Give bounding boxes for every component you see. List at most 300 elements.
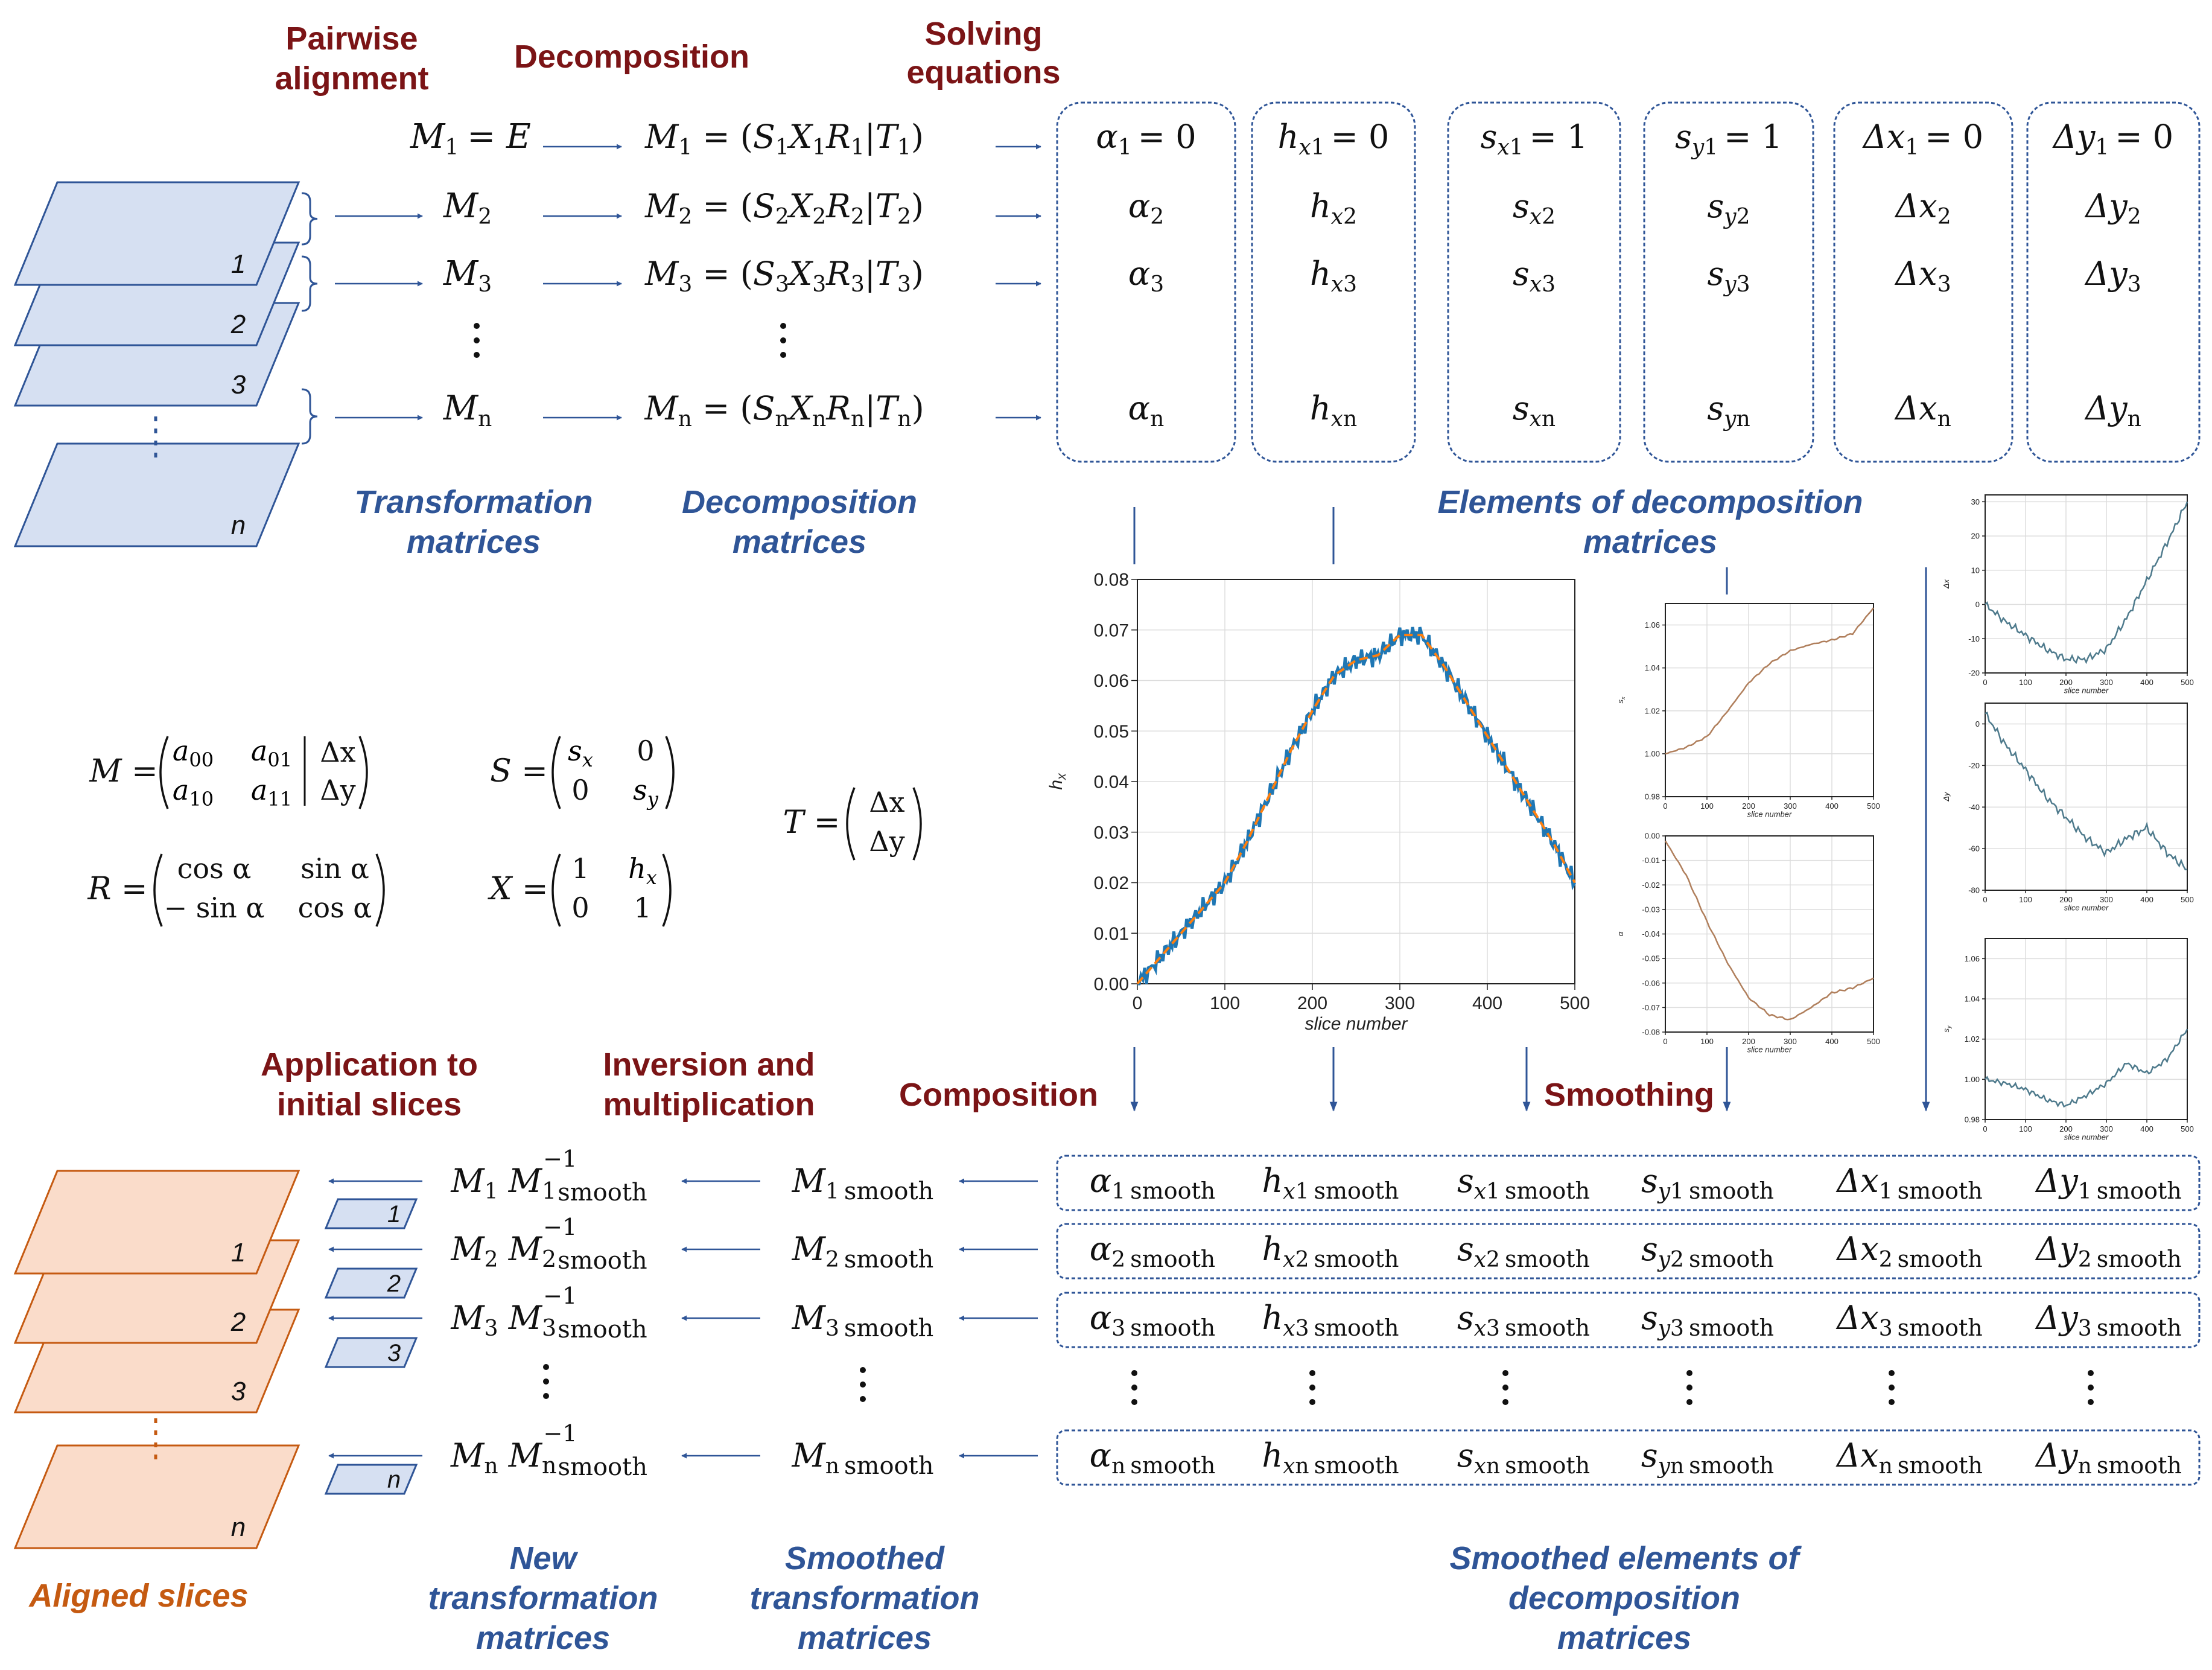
y-tick-label: 0.98 [1964,1115,1980,1124]
vdots-transformation [474,323,480,358]
operator: | [864,118,876,156]
vdot [543,1378,549,1385]
smooth-suffix: smooth [558,1316,647,1343]
chart-2 [1616,604,1880,819]
subscript-index: 2 [1343,204,1357,229]
subscript-axis: y [1657,1247,1671,1272]
subscript-index: 2 [825,1247,839,1272]
subscript-index: 1 [484,1179,498,1204]
symbol: h [1310,255,1331,293]
subscript-index: 2 [1486,1247,1500,1272]
vdot [1889,1399,1895,1405]
symbol: M [451,1299,485,1337]
elements-caption-line1: Elements of decomposition [1437,484,1863,520]
symbol: s [568,735,582,767]
y-tick-label: 1.06 [1644,620,1660,630]
subscript: 3 [812,272,827,297]
smoothed-row-frame [1057,1224,2199,1278]
formula-S-name: S = [490,753,548,789]
vdot [474,352,480,358]
symbol: s [1457,1299,1474,1337]
y-tick-label: 0.06 [1093,671,1129,691]
y-tick-label: 0.00 [1093,974,1129,995]
slice-shape [15,182,299,285]
param-box-6 [2027,103,2199,462]
x-tick-label: 100 [1209,993,1241,1013]
symbol: M [645,187,679,225]
subscript: n [850,406,865,432]
subscript-index: 3 [1670,1316,1684,1341]
new-matrices-caption-line1: New [509,1540,577,1576]
x-tick-label: 300 [1784,1037,1797,1046]
symbol: M [451,1436,485,1474]
subscript-index: 1 [825,1179,839,1204]
smooth-suffix: smooth [844,1315,934,1342]
smooth-suffix: smooth [844,1246,934,1273]
new-matrix-2 [450,1214,647,1275]
decomposition-row-3 [644,255,924,297]
slice-number: n [230,1512,246,1542]
factor-T: T [875,118,897,156]
subscript-index: 3 [825,1316,839,1341]
paren-X-right [663,854,670,926]
smooth-suffix: smooth [2096,1178,2182,1205]
vdot [860,1367,866,1373]
subscript-axis: y [1691,135,1705,160]
subscript-index: 2 [1736,204,1750,229]
y-tick-label: 0.00 [1644,831,1660,841]
space [498,1162,509,1200]
smoothed-param-2 [1262,1162,1399,1204]
subscript-index: n [825,1453,840,1479]
factor-R: R [826,118,851,156]
smoothed-param-5 [1835,1230,1982,1272]
slice-number: 2 [230,310,246,339]
subscript: 3 [850,272,865,297]
symbol: h [1262,1299,1283,1337]
symbol: M [792,1162,825,1200]
subscript: 1 [678,135,693,160]
y-axis-label [1942,1025,1952,1033]
symbol: s [1513,255,1530,293]
subscript-axis: x [1330,204,1344,229]
x-tick-label: 500 [1867,802,1880,811]
slice-shape [15,444,299,546]
x-tick-label: 300 [2100,1124,2113,1133]
y-label-symbol: α [1616,931,1625,937]
vdot [860,1396,866,1402]
y-tick-label: -80 [1968,885,1980,895]
subscript-axis: y [1724,272,1737,297]
param-box-5 [1834,103,2012,462]
small-slice-number: n [387,1467,401,1493]
y-tick-label: 0.01 [1093,923,1129,944]
symbol: Δy [2036,1436,2078,1474]
subscript-axis: x [1283,1247,1295,1272]
symbol: h [1310,187,1331,225]
smoothed-matrix-4 [792,1436,934,1480]
subscript-index: 2 [484,1247,498,1272]
x-tick-label: 100 [1700,802,1714,811]
subscript: 2 [812,204,827,229]
vdot [780,337,786,343]
smooth-suffix: smooth [1897,1246,1983,1273]
x-tick-label: 400 [1825,1037,1839,1046]
smooth-suffix: smooth [2096,1246,2182,1273]
initial-value: = 0 [2115,118,2174,156]
symbol: s [1512,389,1530,427]
symbol: α [1096,118,1118,156]
formula-M-a10 [173,774,214,811]
formula-R-12: sin α [300,852,369,885]
subscript-axis: x [1529,204,1542,229]
subscript-axis: y [1724,406,1737,432]
param-2-row-3 [1310,255,1357,297]
symbol: s [1480,118,1498,156]
paren-R-left [154,854,162,926]
param-4-row-2 [1708,187,1750,229]
symbol: M [644,389,678,427]
vdot [1686,1399,1692,1405]
subscript: n [897,406,912,432]
y-axis-label [1942,579,1951,589]
vdot [2088,1370,2094,1376]
matrix-M1-identity [410,117,531,160]
initial-value: = 1 [1529,118,1588,156]
y-tick-label: -0.04 [1642,929,1660,939]
smooth-suffix: smooth [1504,1246,1590,1273]
aligned-slice-1 [15,1171,299,1273]
symbol: M [645,118,679,156]
y-tick-label: -0.08 [1642,1027,1660,1037]
smooth-suffix: smooth [1130,1315,1216,1342]
symbol: M [451,1162,485,1200]
smoothed-param-2 [1262,1436,1399,1479]
x-axis-label: slice number [2064,686,2109,695]
subscript-index: n [1937,406,1951,432]
symbol: h [1262,1436,1283,1474]
y-tick-label: -10 [1968,634,1980,643]
x-tick-label: 500 [2181,1124,2194,1133]
param-5-row-3 [1894,255,1951,297]
formula-M-a11 [251,774,292,811]
smoothed-elements-caption-line3: matrices [1557,1620,1692,1656]
smooth-suffix: smooth [1504,1178,1590,1205]
smoothed-row-frame [1057,1293,2199,1347]
decomposition-row-4 [644,389,924,432]
new-matrix-1 [450,1146,647,1206]
y-tick-label: -0.07 [1642,1002,1660,1012]
symbol: M [410,117,445,156]
paren-T-right [914,788,921,860]
decomposition-row-1 [644,118,924,160]
smooth-suffix: smooth [1505,1452,1591,1479]
smooth-suffix: smooth [1689,1452,1775,1479]
y-tick-label: 20 [1971,531,1980,541]
x-tick-label: 0 [1983,1124,1988,1133]
vdot [780,323,786,329]
factor-T: T [876,389,898,427]
subscript-index: 1 [1905,135,1919,160]
vdots-smoothed-col-5 [1889,1370,1895,1405]
smooth-suffix: smooth [1688,1246,1775,1273]
sub: x [646,865,657,889]
operator: = ( [692,255,753,293]
smoothed-param-5 [1835,1299,1982,1341]
symbol: s [1707,187,1724,225]
symbol: a [250,735,268,767]
slice-number: 3 [230,1377,246,1406]
factor-S: S [752,389,775,427]
vdot [1131,1370,1137,1376]
param-5-row-2 [1894,187,1951,229]
x-tick-label: 100 [2019,1124,2032,1133]
symbol: s [1457,1436,1474,1474]
y-tick-label: -0.01 [1642,856,1660,865]
param-3-row-1 [1481,118,1588,160]
symbol: α [1089,1230,1112,1268]
subscript: 1 [812,135,827,160]
x-tick-label: 300 [2100,895,2113,904]
y-tick-label: 30 [1971,497,1980,506]
subscript-index: 2 [1295,1247,1309,1272]
y-tick-label: 10 [1971,566,1980,575]
y-tick-label: 0.04 [1093,772,1129,792]
x-tick-label: 100 [1700,1037,1714,1046]
y-tick-label: 1.02 [1644,706,1660,716]
smooth-suffix: smooth [1897,1315,1983,1342]
y-axis-label [1942,791,1951,802]
smooth-suffix: smooth [1688,1178,1775,1205]
smooth-suffix: smooth [2096,1315,2182,1342]
symbol: s [1641,1162,1658,1200]
y-tick-label: -20 [1968,668,1980,678]
vdot [1131,1399,1137,1405]
vdot [1309,1399,1315,1405]
vdots-smoothed-col-1 [1131,1370,1137,1405]
symbol: Δx [1895,389,1937,427]
vdot [1309,1385,1315,1391]
x-tick-label: 500 [2181,678,2194,687]
paren-S-left [553,736,560,809]
decomposition-row-2 [644,187,924,229]
formula-X-22: 1 [634,891,652,924]
vdot [2088,1399,2094,1405]
smooth-suffix: smooth [1314,1315,1399,1342]
slice-number: n [230,511,246,540]
symbol: s [1457,1230,1474,1268]
subscript: 1 [850,135,865,160]
subscript-index: 1 [541,1178,557,1205]
subscript-index: 3 [1878,1316,1893,1341]
operator: = ( [691,389,753,427]
new-matrix-3 [450,1283,647,1343]
factor-T: T [875,255,897,293]
operator: = ( [692,118,753,156]
symbol: Δx [1895,255,1937,293]
symbol: s [1641,1436,1658,1474]
small-slice-number: 1 [387,1201,401,1228]
symbol: α [1089,1436,1112,1474]
small-slice-shape [326,1269,416,1298]
x-tick-label: 500 [1559,993,1591,1013]
subscript: n [812,406,827,432]
vdot [1502,1370,1508,1376]
pairwise-label-line1: Pairwise [285,21,418,57]
smoothed-param-6 [2035,1436,2182,1479]
formula-M-name: M = [89,753,158,789]
operator: | [865,389,876,427]
x-tick-label: 0 [1663,802,1668,811]
symbol: M [508,1230,542,1268]
vdot [1686,1385,1692,1391]
symbol: M [508,1436,542,1474]
param-4-row-3 [1708,255,1750,297]
y-tick-label: 0.07 [1093,620,1129,641]
param-box-4 [1644,103,1813,462]
subscript: 3 [678,272,693,297]
small-slice-shape [326,1199,416,1228]
smooth-suffix: smooth [558,1179,647,1206]
x-tick-label: 400 [1825,802,1839,811]
vdot [543,1364,549,1370]
symbol: h [1262,1230,1283,1268]
space [498,1299,509,1337]
y-label-subscript: y [1945,1025,1952,1029]
param-1-row-2 [1128,187,1164,229]
subscript-index: n [1670,1453,1685,1479]
param-box-3 [1448,103,1620,462]
symbol: s [1707,255,1724,293]
smoothed-elements-caption-line1: Smoothed elements of [1449,1540,1799,1576]
subscript-index: n [1878,1453,1893,1479]
y-label-symbol: s [1942,1028,1951,1033]
smooth-suffix: smooth [2096,1452,2182,1479]
paren-M-left [160,736,168,809]
subscript-index: 1 [1878,1179,1893,1204]
y-tick-label: 1.04 [1964,994,1980,1004]
param-1-row-1 [1096,118,1196,160]
subscript-index: 3 [1542,272,1556,297]
subscript-axis: y [1657,1453,1670,1479]
chart-3 [1616,832,1880,1054]
smooth-suffix: smooth [558,1453,647,1481]
subscript-index: n [1541,406,1556,432]
subscript-index: 3 [2077,1316,2092,1341]
y-tick-label: 1.02 [1964,1034,1980,1044]
y-tick-label: -40 [1968,802,1980,812]
smoothed-matrix-1 [792,1162,934,1205]
paren-T-left [847,788,854,860]
y-label-symbol: h [1046,779,1066,790]
smooth-suffix: smooth [1897,1452,1983,1479]
subscript-index: 3 [1111,1316,1126,1341]
small-slice-3 [326,1338,416,1367]
symbol: s [1675,118,1692,156]
x-tick-label: 500 [1867,1037,1880,1046]
vdot [1502,1399,1508,1405]
subscript-axis: x [1473,1247,1487,1272]
subscript-axis: x [1283,1179,1295,1204]
subscript-axis: y [1657,1179,1671,1204]
symbol: M [792,1299,825,1337]
vdots-new-matrices [543,1364,549,1399]
small-slice-number: 3 [387,1340,401,1366]
inversion-label-line2: multiplication [603,1086,815,1123]
factor-X: X [789,389,813,427]
smooth-suffix: smooth [1130,1246,1216,1273]
vdot [1889,1385,1895,1391]
formula-R-name: R = [87,871,148,907]
small-slice-shape [326,1465,416,1494]
smoothed-row-1 [1057,1156,2199,1210]
subscript-axis: x [1473,1316,1487,1341]
operator: ) [911,255,924,293]
vdot [1131,1385,1137,1391]
decomposition-caption-line2: matrices [732,524,867,560]
smoothed-param-3 [1457,1230,1590,1272]
smooth-suffix: smooth [1314,1452,1399,1479]
vdot [474,323,480,329]
x-axis-label: slice number [1305,1014,1408,1034]
x-tick-label: 100 [2019,678,2032,687]
initial-value: = 1 [1724,118,1782,156]
symbol: Δy [2085,389,2128,427]
vdot [860,1382,866,1388]
subscript: 1 [445,135,459,160]
smoothed-matrix-2 [792,1230,934,1273]
formula-T-dx: Δx [869,786,905,818]
subscript: 2 [850,204,865,229]
pairwise-label-line2: alignment [275,60,429,97]
symbol: M [792,1436,825,1474]
smoothed-matrices-caption-line3: matrices [797,1620,932,1656]
smoothed-param-4 [1641,1299,1774,1341]
symbol: α [1128,389,1151,427]
y-tick-label: 0.08 [1093,570,1129,590]
y-tick-label: -20 [1968,760,1980,770]
subscript-axis: x [1330,272,1344,297]
smooth-suffix: smooth [1314,1178,1399,1205]
vdot [780,352,786,358]
symbol: h [628,852,646,885]
inversion-label-line1: Inversion and [603,1047,815,1083]
param-3-row-2 [1513,187,1556,229]
space [498,1230,509,1268]
symbol: M [645,255,679,293]
vdots-smoothed-col-2 [1309,1370,1315,1405]
subscript: 1 [897,135,911,160]
vdots-smoothed-col-4 [1686,1370,1692,1405]
subscript-index: 2 [541,1246,557,1273]
slice-shape [15,1445,299,1548]
subscript-index: 3 [1486,1316,1500,1341]
smoothed-param-1 [1090,1436,1216,1479]
paren-X-left [553,854,560,926]
subscript-index: 1 [1295,1179,1309,1204]
subscript: n [775,406,789,432]
small-slice-4 [326,1465,416,1494]
subscript-index: 2 [1542,204,1556,229]
smooth-suffix: smooth [1130,1178,1216,1205]
formula-R-21: − sin α [164,891,265,924]
y-tick-label: 1.04 [1644,663,1660,673]
sub: 01 [267,748,293,771]
subscript-index: 3 [1736,272,1750,297]
subscript-axis: y [1657,1316,1671,1341]
subscript-index: 2 [1670,1247,1684,1272]
param-6-row-2 [2084,187,2141,229]
